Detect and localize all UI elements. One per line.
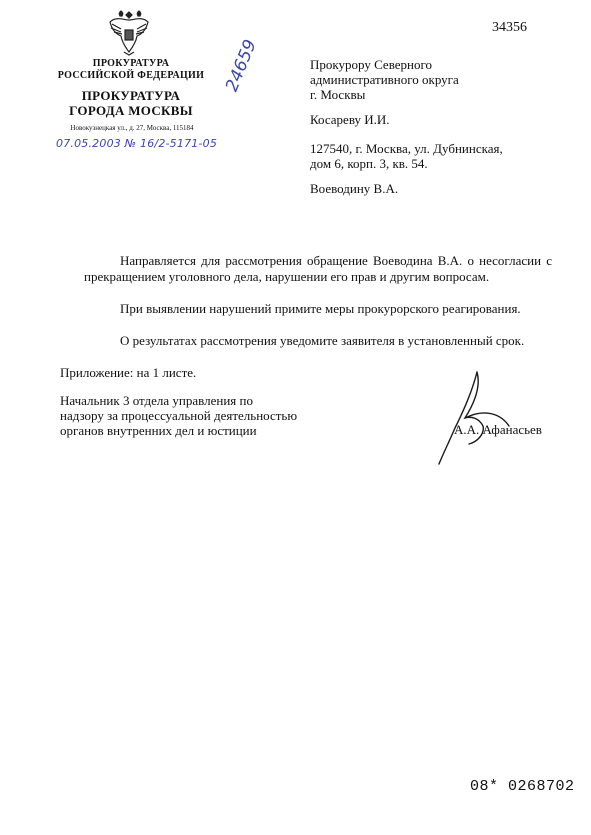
coat-of-arms-emblem-icon: [106, 8, 152, 56]
signer-title-line-1: Начальник 3 отдела управления по: [60, 393, 253, 408]
applicant-address-line-1: 127540, г. Москва, ул. Дубнинская,: [310, 141, 503, 156]
page-number: 34356: [492, 20, 527, 35]
body-paragraph-1: Направляется для рассмотрения обращение Воеводина В.А. о несогласии с прекращением уголовного дела, нарушении его прав и другим вопросам.: [84, 253, 552, 284]
handwritten-number: 24659: [222, 36, 261, 95]
organization-line-3: ПРОКУРАТУРА: [81, 88, 181, 103]
handwritten-signature: [425, 368, 515, 468]
body-paragraph-3: О результатах рассмотрения уведомите заявителя в установленный срок.: [120, 333, 525, 348]
signer-name: А.А. Афанасьев: [454, 422, 542, 437]
barcode-number: 08* 0268702: [470, 778, 575, 795]
attachment-note: Приложение: на 1 листе.: [60, 365, 197, 380]
organization-line-2: РОССИЙСКОЙ ФЕДЕРАЦИИ: [57, 70, 205, 81]
applicant-name: Воеводину В.А.: [310, 181, 399, 196]
registration-number: 07.05.2003 № 16/2-5171-05: [56, 137, 218, 150]
addressee-line-1: Прокурору Северного: [310, 57, 432, 72]
body-paragraph-2: При выявлении нарушений примите меры прокурорского реагирования.: [120, 301, 521, 316]
addressee-name: Косареву И.И.: [310, 112, 390, 127]
addressee-line-3: г. Москвы: [310, 87, 366, 102]
addressee-line-2: административного округа: [310, 72, 459, 87]
applicant-address-line-2: дом 6, корп. 3, кв. 54.: [310, 156, 428, 171]
organization-line-4: ГОРОДА МОСКВЫ: [69, 103, 193, 118]
organization-address: Новокузнецкая ул., д. 27, Москва, 115184: [70, 124, 194, 132]
organization-line-1: ПРОКУРАТУРА: [92, 58, 170, 69]
signer-title-line-2: надзору за процессуальной деятельностью: [60, 408, 298, 423]
signer-title-line-3: органов внутренних дел и юстиции: [60, 423, 257, 438]
